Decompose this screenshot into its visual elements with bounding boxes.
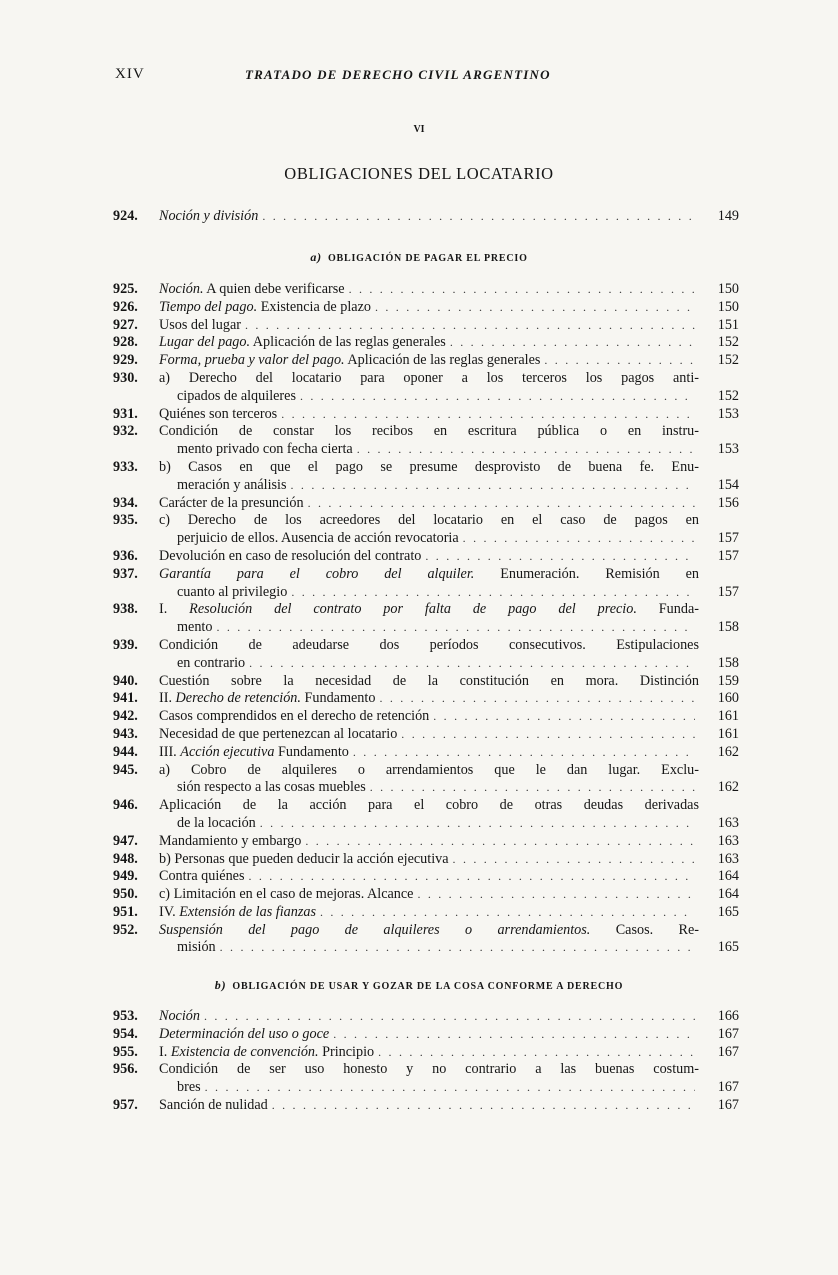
entry-page: 162 [717, 779, 739, 796]
leader-dots [308, 495, 695, 513]
leader-dots [291, 584, 695, 602]
toc-entry [113, 673, 739, 691]
toc-entry [113, 1026, 739, 1044]
entry-number: 955. [113, 1043, 138, 1060]
entry-page: 152 [717, 352, 739, 369]
entry-text: Devolución en caso de resolución del contrato [159, 547, 422, 564]
entry-text: cuanto al privilegio [177, 583, 288, 600]
entry-text: a) [310, 250, 322, 264]
leader-dots [463, 530, 695, 548]
entry-number: 926. [113, 298, 138, 315]
entry-text: Enumeración. Remisión en [474, 565, 699, 582]
toc-entry [113, 370, 739, 406]
entry-text: a) Derecho del locatario para oponer a los terceros los pagos anti- [159, 369, 699, 386]
leader-dots [262, 208, 695, 226]
running-header [115, 66, 715, 86]
entry-text: c) Limitación en el caso de mejoras. Alcance [159, 886, 414, 903]
entry-text: Acción ejecutiva [180, 743, 275, 760]
toc-entry [113, 334, 739, 352]
entry-text: a) Cobro de alquileres o arrendamientos que le dan lugar. Exclu- [159, 761, 699, 778]
entry-text: Principio [318, 1043, 375, 1060]
entry-text: Suspensión del pago de alquileres o arrendamientos. [159, 921, 591, 938]
entry-text: Noción. [159, 281, 204, 297]
entry-text: Aplicación de las reglas generales [250, 334, 446, 351]
entry-number: 935. [113, 512, 138, 529]
entry-text: meración y análisis [177, 476, 287, 493]
toc-entry [113, 1008, 739, 1026]
entry-number: 950. [113, 886, 138, 903]
entry-text: de la locación [177, 814, 256, 831]
leader-dots [370, 779, 695, 797]
entry-page: 160 [717, 690, 739, 707]
toc-entry [113, 637, 739, 673]
entry-number: 940. [113, 672, 138, 689]
entry-text: Sanción de nulidad [159, 1096, 268, 1113]
entry-text: misión [177, 939, 216, 956]
toc-entry [113, 833, 739, 851]
toc-entry [113, 708, 739, 726]
leader-dots [272, 1097, 695, 1115]
entry-text: Necesidad de que pertenezcan al locatario [159, 725, 398, 742]
entry-text: sión respecto a las cosas muebles [177, 779, 366, 796]
entry-text: Extensión de las fianzas [179, 903, 316, 920]
toc-entry [113, 495, 739, 513]
entry-number: 924. [113, 208, 138, 224]
toc-entry [113, 868, 739, 886]
entry-text: Casos. Re- [590, 921, 699, 938]
leader-dots [291, 477, 695, 495]
entry-page: 153 [717, 441, 739, 458]
leader-dots [379, 690, 695, 708]
entry-page: 157 [717, 547, 739, 564]
leader-dots [216, 619, 695, 637]
entry-text: III. [159, 743, 181, 760]
entry-page: 164 [717, 886, 739, 903]
entry-number: 957. [113, 1096, 138, 1113]
entry-text: Resolución del contrato por falta de pago del precio. [189, 601, 637, 618]
entry-text: Funda- [636, 601, 699, 618]
entry-text: bres [177, 1079, 201, 1096]
entry-page: 167 [717, 1025, 739, 1042]
entry-number: 934. [113, 494, 138, 511]
entry-number: 948. [113, 850, 138, 867]
toc-entry [113, 317, 739, 335]
leader-dots [417, 886, 695, 904]
entry-text: Fundamento [274, 743, 349, 760]
entry-text: cipados de alquileres [177, 387, 296, 404]
entry-text: Casos comprendidos en el derecho de retención [159, 708, 430, 725]
entry-number: 932. [113, 423, 138, 440]
entry-page: 164 [717, 868, 739, 885]
leader-dots [245, 317, 695, 335]
entry-number: 947. [113, 832, 138, 849]
leader-dots [281, 406, 695, 424]
section-title: OBLIGACIONES DEL LOCATARIO [284, 164, 554, 183]
leader-dots [353, 744, 695, 762]
entry-number: 946. [113, 797, 138, 814]
entry-text: A quien debe verificarse [203, 281, 345, 297]
entry-number: 951. [113, 903, 138, 920]
entry-page: 153 [717, 405, 739, 422]
entry-number: 937. [113, 565, 138, 582]
entry-number: 952. [113, 921, 138, 938]
entry-page: 167 [717, 1096, 739, 1113]
entry-text: Aplicación de la acción para el cobro de otras deudas derivadas [159, 797, 699, 814]
leader-dots [300, 388, 695, 406]
entry-page: 157 [717, 583, 739, 600]
entry-page: 154 [717, 476, 739, 493]
entry-title: Noción y división [159, 208, 259, 224]
toc-entry [113, 690, 739, 708]
entry-text: IV. [159, 903, 180, 920]
entry-page: 159 [717, 672, 739, 689]
entry-text: Carácter de la presunción [159, 494, 304, 511]
subheading-a [0, 250, 838, 265]
toc-entry [113, 566, 739, 602]
leader-dots [333, 1026, 695, 1044]
page-number: XIV [115, 66, 145, 82]
entry-page: 156 [717, 494, 739, 511]
toc-entry [113, 762, 739, 798]
toc-entry [113, 299, 739, 317]
entry-number: 927. [113, 316, 138, 333]
entry-text: perjuicio de ellos. Ausencia de acción revocatoria [177, 530, 459, 547]
entry-page: 162 [717, 743, 739, 760]
entry-number: 956. [113, 1061, 138, 1078]
entry-text: Cuestión sobre la necesidad de la constitución en mora. Distinción [159, 672, 699, 689]
leader-dots [320, 904, 695, 922]
leader-dots [453, 851, 695, 869]
entry-number: 944. [113, 743, 138, 760]
entry-page: 161 [717, 708, 739, 725]
entry-text: Condición de adeudarse dos períodos consecutivos. Estipulaciones [159, 636, 699, 653]
toc-block-b [113, 1008, 739, 1115]
entry-text: II. [159, 690, 176, 707]
leader-dots [249, 868, 696, 886]
entry-number: 954. [113, 1025, 138, 1042]
entry-text: Contra quiénes [159, 868, 245, 885]
entry-text: Fundamento [300, 690, 376, 707]
toc-entry [113, 406, 739, 424]
entry-page: 165 [717, 939, 739, 956]
entry-number: 942. [113, 708, 138, 725]
entry-number: 943. [113, 725, 138, 742]
running-title: TRATADO DE DERECHO CIVIL ARGENTINO [245, 67, 551, 82]
entry-page: 161 [717, 725, 739, 742]
leader-dots [378, 1044, 695, 1062]
leader-dots [544, 352, 695, 370]
entry-text: b) Casos en que el pago se presume desprovisto de buena fe. Enu- [159, 458, 699, 475]
toc-entry [113, 352, 739, 370]
leader-dots [433, 708, 695, 726]
entry-page: 150 [717, 281, 739, 297]
toc-entry [113, 512, 739, 548]
entry-text: Condición de ser uso honesto y no contrario a las buenas costum- [159, 1061, 699, 1078]
entry-page: 157 [717, 530, 739, 547]
toc-entry [113, 208, 739, 226]
entry-page: 163 [717, 814, 739, 831]
toc-entry [113, 1061, 739, 1097]
entry-page: 166 [717, 1008, 739, 1024]
entry-text: Lugar del pago. [159, 334, 251, 351]
toc-block-intro [113, 208, 739, 226]
leader-dots [357, 441, 695, 459]
entry-number: 929. [113, 352, 138, 369]
toc-entry [113, 1097, 739, 1115]
entry-number: 938. [113, 601, 138, 618]
toc-entry [113, 423, 739, 459]
toc-entry [113, 281, 739, 299]
leader-dots [205, 1079, 695, 1097]
leader-dots [305, 833, 695, 851]
entry-text: mento [177, 619, 213, 636]
toc-entry [113, 744, 739, 762]
entry-page: 152 [717, 387, 739, 404]
leader-dots [425, 548, 695, 566]
entry-page: 152 [717, 334, 739, 351]
entry-text: Aplicación de las reglas generales [344, 352, 541, 369]
entry-text: I. [159, 1043, 171, 1060]
leader-dots [349, 281, 695, 299]
entry-page: 167 [717, 1079, 739, 1096]
entry-text: b) Personas que pueden deducir la acción ejecutiva [159, 850, 449, 867]
entry-page: 151 [717, 316, 739, 333]
subheading-b [0, 978, 838, 993]
entry-page: 163 [717, 850, 739, 867]
entry-text: mento privado con fecha cierta [177, 441, 353, 458]
leader-dots [249, 655, 695, 673]
leader-dots [204, 1008, 695, 1026]
entry-text: Condición de constar los recibos en escritura pública o en instru- [159, 423, 699, 440]
toc-entry [113, 548, 739, 566]
leader-dots [375, 299, 695, 317]
entry-text: c) Derecho de los acreedores del locatario en el caso de pagos en [159, 512, 699, 529]
entry-page: 165 [717, 903, 739, 920]
entry-text: OBLIGACIÓN DE PAGAR EL PRECIO [327, 253, 528, 264]
toc-entry [113, 459, 739, 495]
entry-page: 158 [717, 619, 739, 636]
entry-number: 928. [113, 334, 138, 351]
leader-dots [450, 334, 695, 352]
toc-entry [113, 601, 739, 637]
toc-entry [113, 904, 739, 922]
entry-page: 163 [717, 832, 739, 849]
entry-text: Existencia de convención. [170, 1043, 319, 1060]
entry-number: 945. [113, 761, 138, 778]
leader-dots [401, 726, 695, 744]
entry-number: 936. [113, 547, 138, 564]
entry-number: 941. [113, 690, 138, 707]
entry-page: 158 [717, 654, 739, 671]
entry-text: b) [214, 978, 227, 992]
entry-text: Mandamiento y embargo [159, 832, 302, 849]
entry-text: I. [159, 601, 190, 618]
entry-page: 149 [717, 208, 739, 224]
entry-text: Tiempo del pago. [159, 298, 258, 315]
entry-text: Noción [159, 1008, 200, 1024]
entry-number: 953. [113, 1008, 138, 1024]
toc-entry [113, 851, 739, 869]
entry-text: Derecho de retención. [175, 690, 301, 707]
toc-entry [113, 1044, 739, 1062]
entry-text: en contrario [177, 654, 246, 671]
entry-number: 930. [113, 369, 138, 386]
entry-number: 925. [113, 281, 138, 297]
entry-text: Forma, prueba y valor del pago. [159, 352, 345, 369]
entry-text: OBLIGACIÓN DE USAR Y GOZAR DE LA COSA CONFORME A DERECHO [232, 981, 624, 992]
toc-entry [113, 726, 739, 744]
entry-page: 150 [717, 298, 739, 315]
entry-text: Determinación del uso o goce [159, 1025, 330, 1042]
section-number: VI [413, 124, 425, 135]
entry-number: 939. [113, 636, 138, 653]
entry-number: 931. [113, 405, 138, 422]
entry-page: 167 [717, 1043, 739, 1060]
entry-text: Existencia de plazo [257, 298, 371, 315]
leader-dots [220, 939, 695, 957]
toc-entry [113, 922, 739, 958]
toc-block-a [113, 281, 739, 957]
entry-number: 933. [113, 458, 138, 475]
leader-dots [260, 815, 695, 833]
entry-text: Quiénes son terceros [159, 405, 278, 422]
entry-text: Usos del lugar [159, 316, 241, 333]
entry-text: Garantía para el cobro del alquiler. [159, 565, 475, 582]
entry-number: 949. [113, 868, 138, 885]
toc-entry [113, 886, 739, 904]
toc-entry [113, 797, 739, 833]
